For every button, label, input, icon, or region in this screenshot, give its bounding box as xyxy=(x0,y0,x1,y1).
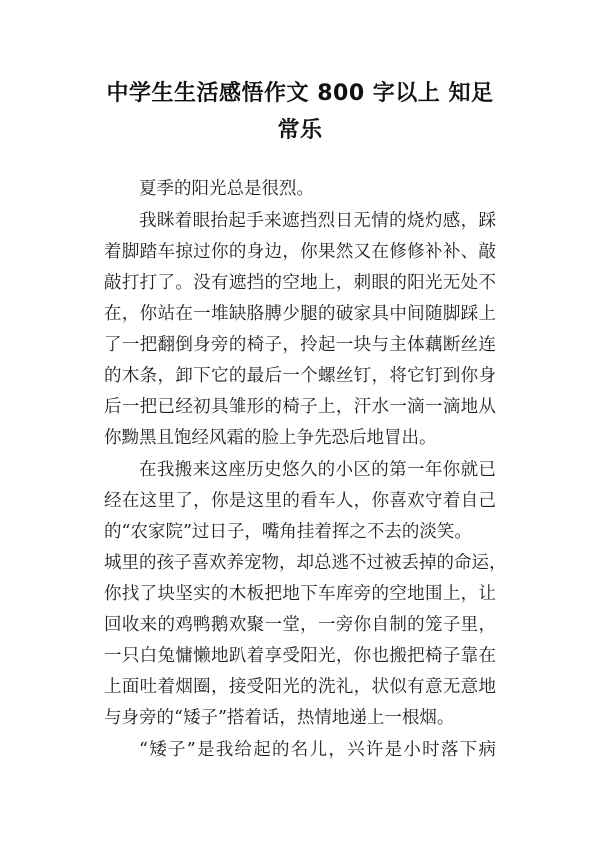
body-line: “矮子”是我给起的名儿，兴许是小时落下病 xyxy=(139,740,496,760)
body-line: 后一把已经初具雏形的椅子上，汗水一滴一滴地从 xyxy=(104,397,496,417)
body-line: 的“农家院”过日子，嘴角挂着挥之不去的淡笑。 xyxy=(104,522,472,542)
body-line: 了一把翻倒身旁的椅子，拎起一块与主体藕断丝连 xyxy=(104,335,496,355)
body-line: 夏季的阳光总是很烈。 xyxy=(139,179,314,199)
body-line: 回收来的鸡鸭鹅欢聚一堂，一旁你自制的笼子里， xyxy=(104,615,496,635)
body-line: 着脚踏车掠过你的身边，你果然又在修修补补、敲 xyxy=(104,242,496,262)
body-line: 一只白兔慵懒地趴着享受阳光，你也搬把椅子靠在 xyxy=(104,646,496,666)
body-line: 与身旁的“矮子”搭着话，热情地递上一根烟。 xyxy=(104,708,455,728)
body-line: 在我搬来这座历史悠久的小区的第一年你就已 xyxy=(139,460,496,480)
title-line-2: 常乐 xyxy=(277,118,323,143)
body-line: 经在这里了，你是这里的看车人，你喜欢守着自己 xyxy=(104,491,496,511)
body-line: 城里的孩子喜欢养宠物，却总逃不过被丢掉的命运， xyxy=(104,553,507,573)
body-line: 的木条，卸下它的最后一个螺丝钉，将它钉到你身 xyxy=(104,366,496,386)
body-line: 我眯着眼抬起手来遮挡烈日无情的烧灼感，踩 xyxy=(139,211,496,231)
body-line: 你黝黑且饱经风霜的脸上争先恐后地冒出。 xyxy=(104,428,437,448)
title-line-1: 中学生生活感悟作文 800 字以上 知足 xyxy=(106,81,494,106)
body-line: 你找了块坚实的木板把地下车库旁的空地围上，让 xyxy=(104,584,496,604)
body-line: 敲打打了。没有遮挡的空地上，刺眼的阳光无处不 xyxy=(104,273,496,293)
body-line: 在，你站在一堆缺胳膊少腿的破家具中间随脚踩上 xyxy=(104,304,496,324)
body-line: 上面吐着烟圈，接受阳光的洗礼，状似有意无意地 xyxy=(104,677,496,697)
